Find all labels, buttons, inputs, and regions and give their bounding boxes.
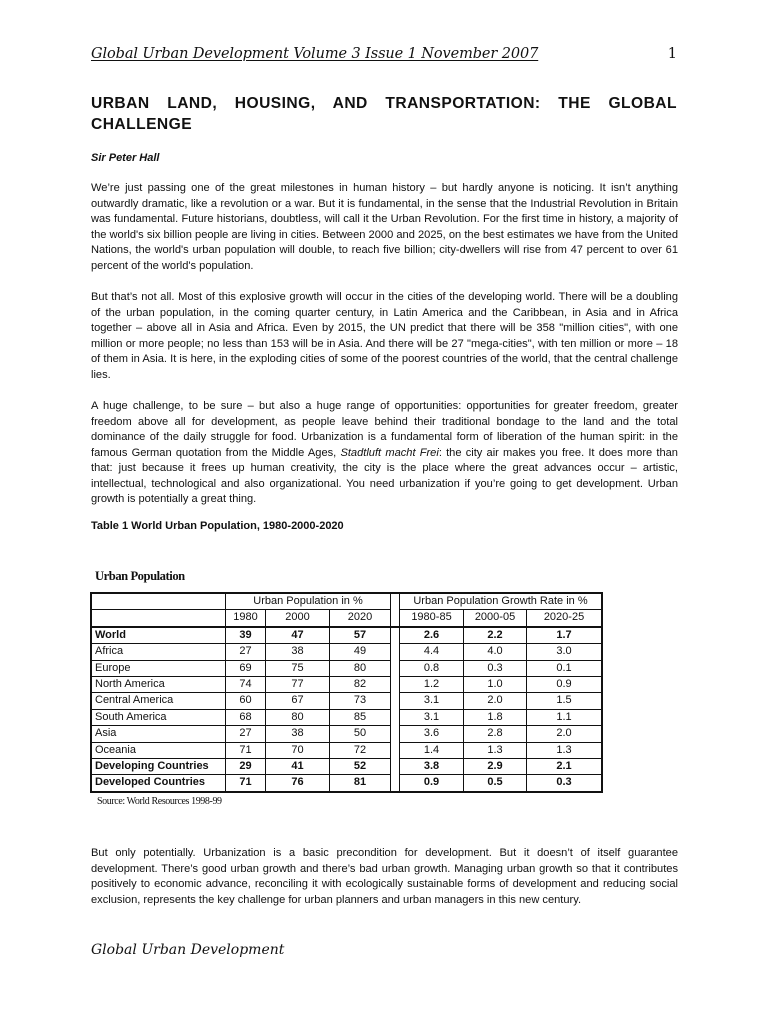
growth-rate-cell: 2.8 <box>464 726 527 742</box>
group-header-urban-pct: Urban Population in % <box>226 594 391 610</box>
urban-pct-cell: 39 <box>226 627 266 644</box>
urban-pct-cell: 57 <box>330 627 391 644</box>
group-gap <box>391 677 400 693</box>
growth-rate-cell: 0.3 <box>527 775 602 791</box>
table-row <box>92 759 602 775</box>
growth-rate-cell: 1.0 <box>464 677 527 693</box>
period-header-cell: 1980-85 <box>400 610 464 627</box>
growth-rate-cell: 4.0 <box>464 644 527 660</box>
year-header-cell: 2020 <box>330 610 391 627</box>
growth-rate-cell: 0.1 <box>527 660 602 676</box>
table-body <box>92 594 602 792</box>
period-header-cell: 2000-05 <box>464 610 527 627</box>
group-gap <box>391 742 400 758</box>
journal-citation: Global Urban Development Volume 3 Issue 1 November 2007 <box>91 46 539 62</box>
table-source: Source: World Resources 1998-99 <box>97 796 222 807</box>
page-number: 1 <box>667 46 677 62</box>
growth-rate-cell: 2.9 <box>464 759 527 775</box>
table-row <box>92 726 602 742</box>
table-row <box>92 709 602 725</box>
region-name-cell: Africa <box>92 644 226 660</box>
group-gap <box>391 610 400 627</box>
body-paragraph-3 <box>91 399 678 508</box>
growth-rate-cell: 1.3 <box>527 742 602 758</box>
growth-rate-cell: 3.0 <box>527 644 602 660</box>
table-row <box>92 677 602 693</box>
group-gap <box>391 660 400 676</box>
group-gap <box>391 759 400 775</box>
table-row <box>92 775 602 791</box>
urban-pct-cell: 49 <box>330 644 391 660</box>
group-gap <box>391 726 400 742</box>
growth-rate-cell: 0.8 <box>400 660 464 676</box>
table-caption: Table 1 World Urban Population, 1980-2000-2020 <box>91 520 344 532</box>
table-row <box>92 693 602 709</box>
urban-pct-cell: 80 <box>330 660 391 676</box>
growth-rate-cell: 3.8 <box>400 759 464 775</box>
period-header-cell: 2020-25 <box>527 610 602 627</box>
urban-pct-cell: 77 <box>266 677 330 693</box>
urban-pct-cell: 73 <box>330 693 391 709</box>
urban-pct-cell: 70 <box>266 742 330 758</box>
region-name-cell: World <box>92 627 226 644</box>
group-gap <box>391 775 400 791</box>
growth-rate-cell: 1.2 <box>400 677 464 693</box>
article-title: URBAN LAND, HOUSING, AND TRANSPORTATION: THE GLOBAL CHALLENGE <box>91 95 677 133</box>
region-name-cell: Oceania <box>92 742 226 758</box>
growth-rate-cell: 3.6 <box>400 726 464 742</box>
running-header <box>91 46 677 68</box>
urban-pct-cell: 38 <box>266 726 330 742</box>
urban-pct-cell: 47 <box>266 627 330 644</box>
urban-pct-cell: 29 <box>226 759 266 775</box>
table-title: Urban Population <box>95 569 185 583</box>
urban-pct-cell: 81 <box>330 775 391 791</box>
year-header-cell: 2000 <box>266 610 330 627</box>
growth-rate-cell: 0.3 <box>464 660 527 676</box>
year-header-cell: 1980 <box>226 610 266 627</box>
group-gap <box>391 594 400 610</box>
growth-rate-cell: 0.9 <box>527 677 602 693</box>
running-footer: Global Urban Development <box>91 942 285 958</box>
growth-rate-cell: 1.5 <box>527 693 602 709</box>
region-name-cell: North America <box>92 677 226 693</box>
growth-rate-cell: 4.4 <box>400 644 464 660</box>
group-gap <box>391 709 400 725</box>
urban-pct-cell: 52 <box>330 759 391 775</box>
growth-rate-cell: 2.0 <box>527 726 602 742</box>
urban-pct-cell: 82 <box>330 677 391 693</box>
urban-pct-cell: 80 <box>266 709 330 725</box>
author-name: Sir Peter Hall <box>91 152 160 164</box>
group-gap <box>391 693 400 709</box>
urban-pct-cell: 60 <box>226 693 266 709</box>
growth-rate-cell: 1.1 <box>527 709 602 725</box>
growth-rate-cell: 3.1 <box>400 709 464 725</box>
growth-rate-cell: 2.1 <box>527 759 602 775</box>
urban-pct-cell: 74 <box>226 677 266 693</box>
body-paragraph-4: But only potentially. Urbanization is a basic precondition for development. But it doesn’t of itself guarantee development. There’s good urban growth and there’s bad urban growth. Managing urban growth so that it contributes positively to economic advance, reconciling it with ecologically sustainable forms of development and reducing social exclusion, represents the key challenge for urban planners and urban managers in this new century. <box>91 847 678 906</box>
table-row <box>92 644 602 660</box>
urban-pct-cell: 68 <box>226 709 266 725</box>
urban-pct-cell: 85 <box>330 709 391 725</box>
body-paragraph-2: But that’s not all. Most of this explosive growth will occur in the cities of the developing world. There will be a doubling of the urban population, in the coming quarter century, in Latin America and the Caribbean, in Asia and in Africa together – above all in Asia and Africa. Even by 2015, the UN predict that there will be 358 "million cities", with one million or more people; no less than 153 will be in Asia. And there will be 27 "mega-cities", with ten million or more – 18 of them in Asia. It is here, in the exploding cities of some of the poorest countries of the world, that the central challenge lies. <box>91 291 678 381</box>
region-name-cell: Asia <box>92 726 226 742</box>
table-row <box>92 627 602 644</box>
growth-rate-cell: 0.5 <box>464 775 527 791</box>
urban-pct-cell: 41 <box>266 759 330 775</box>
growth-rate-cell: 1.4 <box>400 742 464 758</box>
urban-pct-cell: 76 <box>266 775 330 791</box>
region-name-cell: Europe <box>92 660 226 676</box>
growth-rate-cell: 1.8 <box>464 709 527 725</box>
growth-rate-cell: 2.0 <box>464 693 527 709</box>
group-gap <box>391 644 400 660</box>
paragraph-3-text-end: : the city air makes you free. It does more than that: just because it frees up human creativity, the city is the place where the great advances occur – artistic, intellectual, technological and also organizational. You need urbanization if you’re going to get development. Urban growth is potentially a great thing. <box>91 446 678 506</box>
growth-rate-cell: 3.1 <box>400 693 464 709</box>
growth-rate-cell: 1.3 <box>464 742 527 758</box>
growth-rate-cell: 2.2 <box>464 627 527 644</box>
table-corner-cell <box>92 594 226 610</box>
region-name-cell: Developed Countries <box>92 775 226 791</box>
body-paragraph-1: We’re just passing one of the great milestones in human history – but hardly anyone is noticing. It isn’t anything outwardly dramatic, like a revolution or a war. But it is fundamental, in the sense that the Industrial Revolution in Britain was fundamental. Future historians, doubtless, will call it the Urban Revolution. For the first time in history, a majority of the world's six billion people are living in cities. Between 2000 and 2025, on the best estimates we have from the United Nations, the world's urban population will double, to reach five billion; city-dwellers will rise from 47 percent to over 61 percent of the world's population. <box>91 182 678 272</box>
urban-pct-cell: 50 <box>330 726 391 742</box>
table-corner-cell <box>92 610 226 627</box>
urban-pct-cell: 38 <box>266 644 330 660</box>
table-row <box>92 742 602 758</box>
region-name-cell: Central America <box>92 693 226 709</box>
paragraph-3-text-start: A huge challenge, to be sure – but also a huge range of opportunities: opportunities for greater freedom, greater freedom above all for development, as people leave behind their traditional bondage to the land and the total dominance of the daily struggle for food. Urbanization is a fundamental form of liberation of the human spirit: in the famous German quotation from the Middle Ages, <box>91 400 678 459</box>
region-name-cell: Developing Countries <box>92 759 226 775</box>
latin-quotation: Stadtluft macht Frei <box>340 446 439 459</box>
group-header-row <box>92 594 602 610</box>
growth-rate-cell: 1.7 <box>527 627 602 644</box>
region-name-cell: South America <box>92 709 226 725</box>
urban-pct-cell: 71 <box>226 742 266 758</box>
urban-pct-cell: 71 <box>226 775 266 791</box>
group-gap <box>391 627 400 644</box>
table-row <box>92 660 602 676</box>
urban-population-table <box>91 593 602 792</box>
group-header-growth-rate: Urban Population Growth Rate in % <box>400 594 602 610</box>
urban-pct-cell: 67 <box>266 693 330 709</box>
urban-pct-cell: 75 <box>266 660 330 676</box>
urban-pct-cell: 72 <box>330 742 391 758</box>
urban-pct-cell: 27 <box>226 644 266 660</box>
urban-pct-cell: 69 <box>226 660 266 676</box>
growth-rate-cell: 2.6 <box>400 627 464 644</box>
year-header-row <box>92 610 602 627</box>
growth-rate-cell: 0.9 <box>400 775 464 791</box>
urban-pct-cell: 27 <box>226 726 266 742</box>
